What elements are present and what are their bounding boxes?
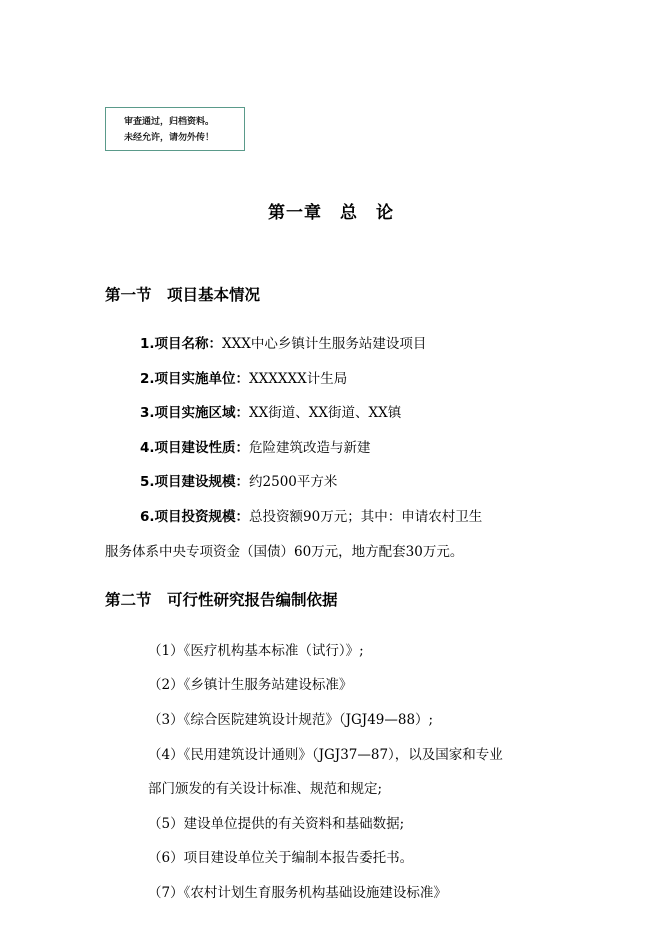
reference-item-continued: 部门颁发的有关设计标准、规范和规定;	[148, 781, 383, 797]
section-1-title: 第一节 项目基本情况	[105, 286, 261, 304]
item-value: 危险建筑改造与新建	[249, 440, 371, 456]
item-value: XXX中心乡镇计生服务站建设项目	[222, 336, 427, 352]
reference-item: （6）项目建设单位关于编制本报告委托书。	[148, 850, 414, 866]
stamp-line-2: 未经允许，请勿外传！	[124, 133, 215, 143]
reference-item: （2）《乡镇计生服务站建设标准》	[148, 677, 353, 693]
investment-scale-item	[140, 505, 482, 525]
item-label: 5.项目建设规模：	[140, 474, 250, 490]
implementing-unit-item	[140, 367, 347, 387]
item-label: 4.项目建设性质：	[140, 440, 250, 456]
item-label: 6.项目投资规模：	[140, 509, 250, 525]
construction-nature-item	[140, 436, 371, 456]
reference-item: （7）《农村计划生育服务机构基础设施建设标准》	[148, 885, 447, 901]
item-value: 总投资额90万元；其中：申请农村卫生	[249, 509, 483, 525]
reference-item: （4）《民用建筑设计通则》（JGJ37—87），以及国家和专业	[148, 747, 503, 763]
reference-item: （3）《综合医院建筑设计规范》（JGJ49—88）;	[148, 712, 434, 728]
item-label: 1.项目名称：	[140, 336, 223, 352]
reference-item: （5）建设单位提供的有关资料和基础数据;	[148, 816, 405, 832]
stamp-line-1: 审查通过，归档资料。	[124, 117, 215, 127]
construction-scale-item	[140, 470, 337, 490]
archive-stamp	[105, 107, 245, 151]
investment-scale-continued: 服务体系中央专项资金（国债）60万元，地方配套30万元。	[105, 544, 464, 560]
item-value: XXXXXX计生局	[249, 371, 348, 387]
chapter-title: 第一章 总 论	[268, 203, 394, 223]
project-name-item	[140, 332, 426, 352]
section-2-title: 第二节 可行性研究报告编制依据	[105, 591, 338, 609]
item-label: 3.项目实施区域：	[140, 405, 250, 421]
item-value: XX街道、XX街道、XX镇	[249, 405, 402, 421]
reference-item: （1）《医疗机构基本标准（试行）》;	[148, 643, 364, 659]
item-value: 约2500平方米	[249, 474, 338, 490]
item-label: 2.项目实施单位：	[140, 371, 250, 387]
implementation-area-item	[140, 401, 401, 421]
